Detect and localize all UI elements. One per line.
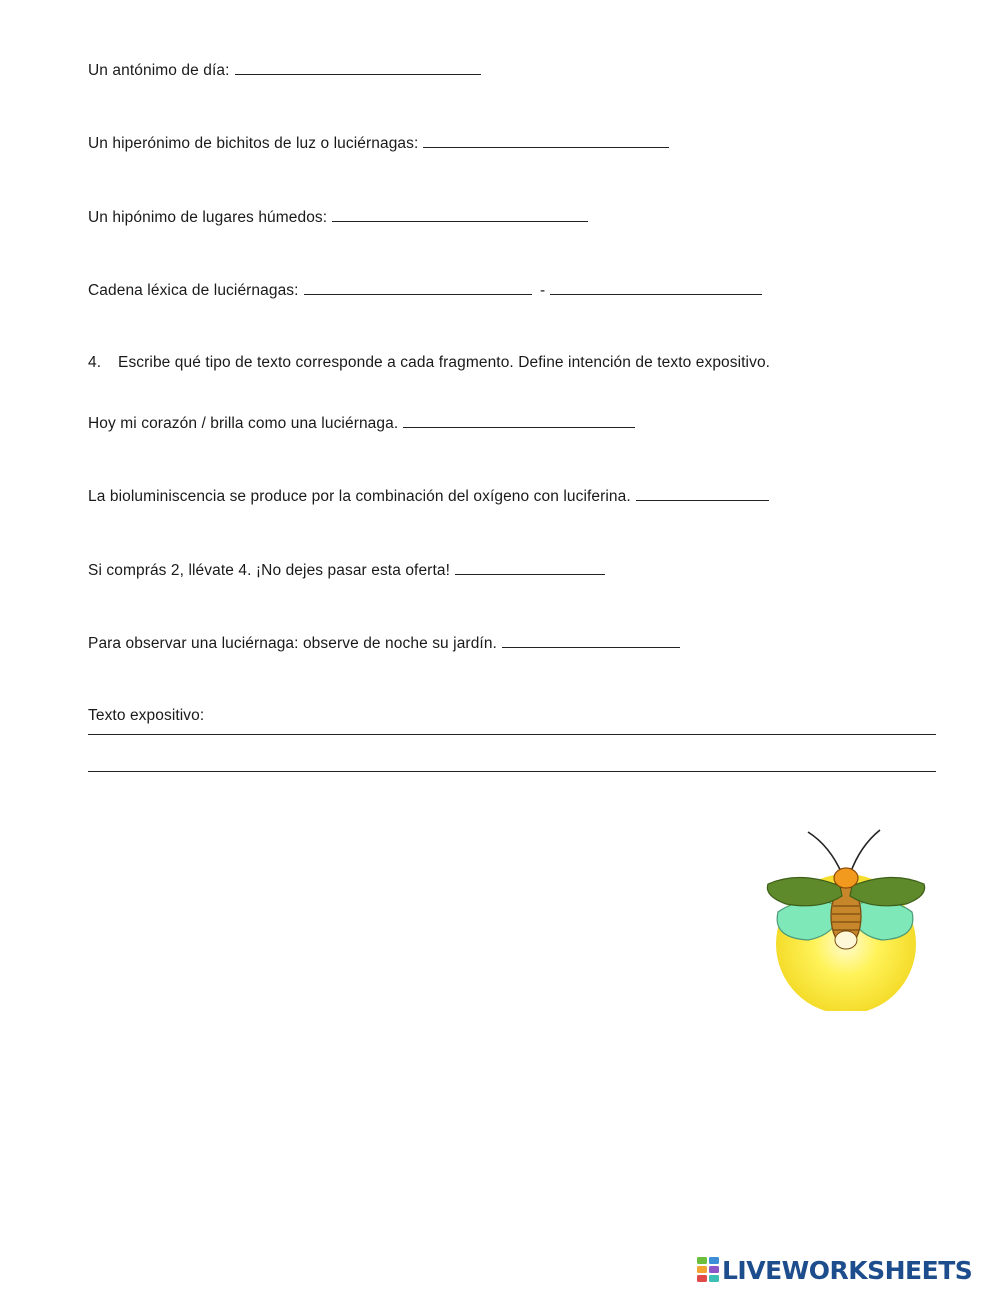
fragment-text: Para observar una luciérnaga: observe de noche su jardín. bbox=[88, 635, 497, 652]
question-label: Cadena léxica de luciérnagas: bbox=[88, 282, 299, 299]
expository-label: Texto expositivo: bbox=[88, 707, 205, 724]
question-lexical-chain bbox=[88, 280, 762, 301]
answer-blank[interactable] bbox=[235, 60, 481, 75]
expository-answer-line-1[interactable] bbox=[88, 734, 936, 735]
answer-blank[interactable] bbox=[455, 560, 605, 575]
question-label: Un hipónimo de lugares húmedos: bbox=[88, 209, 328, 226]
question-hypernym bbox=[88, 133, 669, 154]
fragment-expository bbox=[88, 486, 769, 507]
logo-blocks-icon bbox=[697, 1257, 719, 1283]
section-number: 4. bbox=[88, 354, 102, 371]
fragment-text: Hoy mi corazón / brilla como una luciérnaga. bbox=[88, 415, 399, 432]
separator: - bbox=[539, 282, 546, 299]
section-4-instruction bbox=[88, 353, 770, 373]
question-label: Un antónimo de día: bbox=[88, 62, 230, 79]
answer-blank[interactable] bbox=[550, 280, 762, 295]
answer-blank[interactable] bbox=[304, 280, 532, 295]
answer-blank[interactable] bbox=[403, 413, 635, 428]
answer-blank[interactable] bbox=[502, 633, 680, 648]
expository-answer-line-2[interactable] bbox=[88, 771, 936, 772]
question-hyponym bbox=[88, 207, 588, 228]
firefly-illustration bbox=[760, 826, 930, 1011]
logo-text: LIVEWORKSHEETS bbox=[722, 1255, 973, 1285]
answer-blank[interactable] bbox=[332, 207, 588, 222]
instruction-text: Escribe qué tipo de texto corresponde a cada fragmento. Define intención de texto expositivo. bbox=[118, 354, 771, 371]
question-label: Un hiperónimo de bichitos de luz o luciérnagas: bbox=[88, 135, 419, 152]
fragment-instructive bbox=[88, 633, 680, 654]
answer-blank[interactable] bbox=[423, 133, 669, 148]
liveworksheets-logo bbox=[697, 1255, 972, 1285]
fragment-advertisement bbox=[88, 560, 605, 581]
fragment-text: La bioluminiscencia se produce por la combinación del oxígeno con luciferina. bbox=[88, 488, 631, 505]
answer-blank[interactable] bbox=[636, 486, 769, 501]
fragment-text: Si comprás 2, llévate 4. ¡No dejes pasar esta oferta! bbox=[88, 562, 450, 579]
question-antonym bbox=[88, 60, 481, 81]
fragment-poem bbox=[88, 413, 635, 434]
